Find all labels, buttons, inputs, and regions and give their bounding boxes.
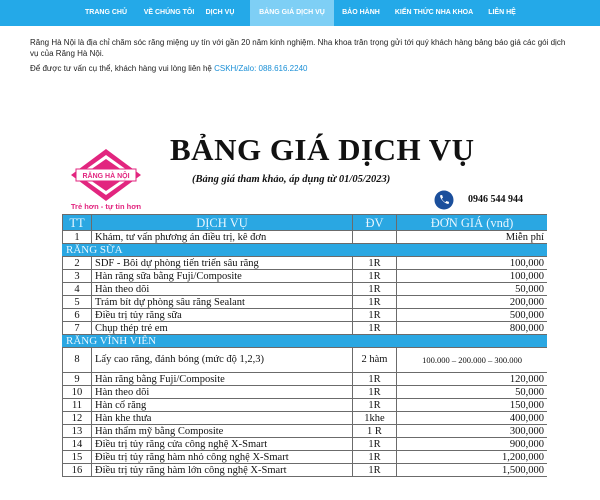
- cell-unit: [353, 231, 397, 244]
- price-table-header: [63, 215, 548, 231]
- price-row: [63, 399, 548, 412]
- cell-price: 50,000: [397, 283, 548, 296]
- cell-price: 100,000: [397, 257, 548, 270]
- nav-item-warranty[interactable]: BẢO HÀNH: [342, 9, 380, 16]
- cell-service: Hàn thẩm mỹ bằng Composite: [92, 425, 353, 438]
- cell-price: 500,000: [397, 309, 548, 322]
- cell-price: Miễn phí: [397, 231, 548, 244]
- cell-no: 5: [63, 296, 92, 309]
- cell-service: Điều trị tủy răng sữa: [92, 309, 353, 322]
- price-row: [63, 283, 548, 296]
- cell-no: 13: [63, 425, 92, 438]
- hotline-number: 0946 544 944: [468, 194, 523, 205]
- cell-price: 100.000 – 200.000 – 300.000: [397, 348, 548, 373]
- cell-unit: 1R: [353, 438, 397, 451]
- cell-unit: 1R: [353, 309, 397, 322]
- cell-no: 3: [63, 270, 92, 283]
- price-row: [63, 309, 548, 322]
- cell-price: 200,000: [397, 296, 548, 309]
- header-service: DỊCH VỤ: [92, 215, 353, 231]
- price-row: [63, 451, 548, 464]
- cell-unit: 1R: [353, 257, 397, 270]
- cell-unit: 1R: [353, 386, 397, 399]
- cell-price: 50,000: [397, 386, 548, 399]
- price-row: [63, 425, 548, 438]
- cell-unit: 1R: [353, 451, 397, 464]
- price-row: [63, 257, 548, 270]
- cell-service: Điều trị tủy răng hàm lớn công nghệ X-Smart: [92, 464, 353, 477]
- cell-price: 800,000: [397, 322, 548, 335]
- cell-service: Chụp thép trẻ em: [92, 322, 353, 335]
- contact-paragraph: [30, 63, 575, 74]
- price-row: [63, 464, 548, 477]
- price-board-image: [62, 126, 547, 500]
- cell-price: 1,200,000: [397, 451, 548, 464]
- cell-service: Hàn khe thưa: [92, 412, 353, 425]
- nav-item-price-list[interactable]: BẢNG GIÁ DỊCH VỤ: [250, 0, 334, 26]
- cell-price: 400,000: [397, 412, 548, 425]
- cell-unit: 1R: [353, 322, 397, 335]
- intro-text: [30, 37, 575, 74]
- cell-no: 7: [63, 322, 92, 335]
- nav-item-services[interactable]: DỊCH VỤ: [205, 9, 235, 16]
- price-row: [63, 386, 548, 399]
- cell-no: 6: [63, 309, 92, 322]
- cell-unit: 1 R: [353, 425, 397, 438]
- header-unit: ĐV: [353, 215, 397, 231]
- top-navigation: [0, 0, 600, 26]
- cell-no: 10: [63, 386, 92, 399]
- nav-item-contact[interactable]: LIÊN HỆ: [488, 9, 516, 16]
- nav-item-about[interactable]: VỀ CHÚNG TÔI: [143, 9, 195, 16]
- section-row: [63, 244, 548, 257]
- cell-price: 1,500,000: [397, 464, 548, 477]
- cell-service: Điều trị tủy răng cửa công nghệ X-Smart: [92, 438, 353, 451]
- cell-service: Hàn răng bằng Fuji/Composite: [92, 373, 353, 386]
- section-title: RĂNG VĨNH VIỄN: [63, 335, 548, 348]
- cell-no: 4: [63, 283, 92, 296]
- section-title: RĂNG SỮA: [63, 244, 548, 257]
- cell-no: 2: [63, 257, 92, 270]
- cell-unit: 1khe: [353, 412, 397, 425]
- cell-price: 900,000: [397, 438, 548, 451]
- cell-unit: 1R: [353, 399, 397, 412]
- header-price: ĐƠN GIÁ (vnđ): [397, 215, 548, 231]
- price-row: [63, 412, 548, 425]
- logo-text: RĂNG HÀ NỘI: [82, 173, 130, 180]
- cell-no: 8: [63, 348, 92, 373]
- cell-service: Khám, tư vấn phương án điều trị, kê đơn: [92, 231, 353, 244]
- cell-service: Lấy cao răng, đánh bóng (mức độ 1,2,3): [92, 348, 353, 373]
- cell-no: 9: [63, 373, 92, 386]
- contact-link[interactable]: CSKH/Zalo: 088.616.2240: [214, 64, 308, 73]
- cell-unit: 1R: [353, 464, 397, 477]
- nav-item-dental-knowledge[interactable]: KIẾN THỨC NHA KHOA: [394, 9, 474, 16]
- price-row: [63, 373, 548, 386]
- cell-unit: 1R: [353, 296, 397, 309]
- rang-ha-noi-logo: [70, 148, 142, 202]
- phone-icon: [434, 190, 454, 210]
- price-row: [63, 438, 548, 451]
- cell-no: 16: [63, 464, 92, 477]
- header-no: TT: [63, 215, 92, 231]
- nav-item-home[interactable]: TRANG CHỦ: [85, 9, 127, 16]
- contact-prefix: Để được tư vấn cụ thể, khách hàng vui lòng liên hệ: [30, 64, 215, 73]
- price-row: [63, 270, 548, 283]
- slogan: Trẻ hơn - tự tin hơn: [70, 202, 142, 211]
- cell-no: 12: [63, 412, 92, 425]
- cell-service: Hàn cổ răng: [92, 399, 353, 412]
- cell-unit: 1R: [353, 373, 397, 386]
- cell-service: Điều trị tủy răng hàm nhỏ công nghệ X-Smart: [92, 451, 353, 464]
- cell-no: 11: [63, 399, 92, 412]
- cell-price: 120,000: [397, 373, 548, 386]
- cell-no: 14: [63, 438, 92, 451]
- cell-service: SDF - Bôi dự phòng tiến triển sâu răng: [92, 257, 353, 270]
- price-row: [63, 296, 548, 309]
- section-row: [63, 335, 548, 348]
- cell-price: 300,000: [397, 425, 548, 438]
- cell-unit: 2 hàm: [353, 348, 397, 373]
- price-row: [63, 348, 548, 373]
- intro-paragraph: Răng Hà Nội là địa chỉ chăm sóc răng miệng uy tín với gần 20 năm kinh nghiệm. Nha khoa trân trọng gửi tới quý khách hàng bảng báo giá các gói dịch vụ của Răng Hà Nội.: [30, 38, 566, 58]
- price-row: [63, 322, 548, 335]
- cell-service: Hàn răng sữa bằng Fuji/Composite: [92, 270, 353, 283]
- cell-no: 15: [63, 451, 92, 464]
- cell-price: 150,000: [397, 399, 548, 412]
- cell-price: 100,000: [397, 270, 548, 283]
- cell-unit: 1R: [353, 270, 397, 283]
- price-table: [62, 214, 547, 477]
- price-row: [63, 231, 548, 244]
- cell-unit: 1R: [353, 283, 397, 296]
- cell-no: 1: [63, 231, 92, 244]
- price-board-title: BẢNG GIÁ DỊCH VỤ: [170, 132, 475, 167]
- price-board-subtitle: (Bảng giá tham khảo, áp dụng từ 01/05/2023): [192, 174, 391, 185]
- cell-service: Trám bít dự phòng sâu răng Sealant: [92, 296, 353, 309]
- cell-service: Hàn theo dõi: [92, 386, 353, 399]
- cell-service: Hàn theo dõi: [92, 283, 353, 296]
